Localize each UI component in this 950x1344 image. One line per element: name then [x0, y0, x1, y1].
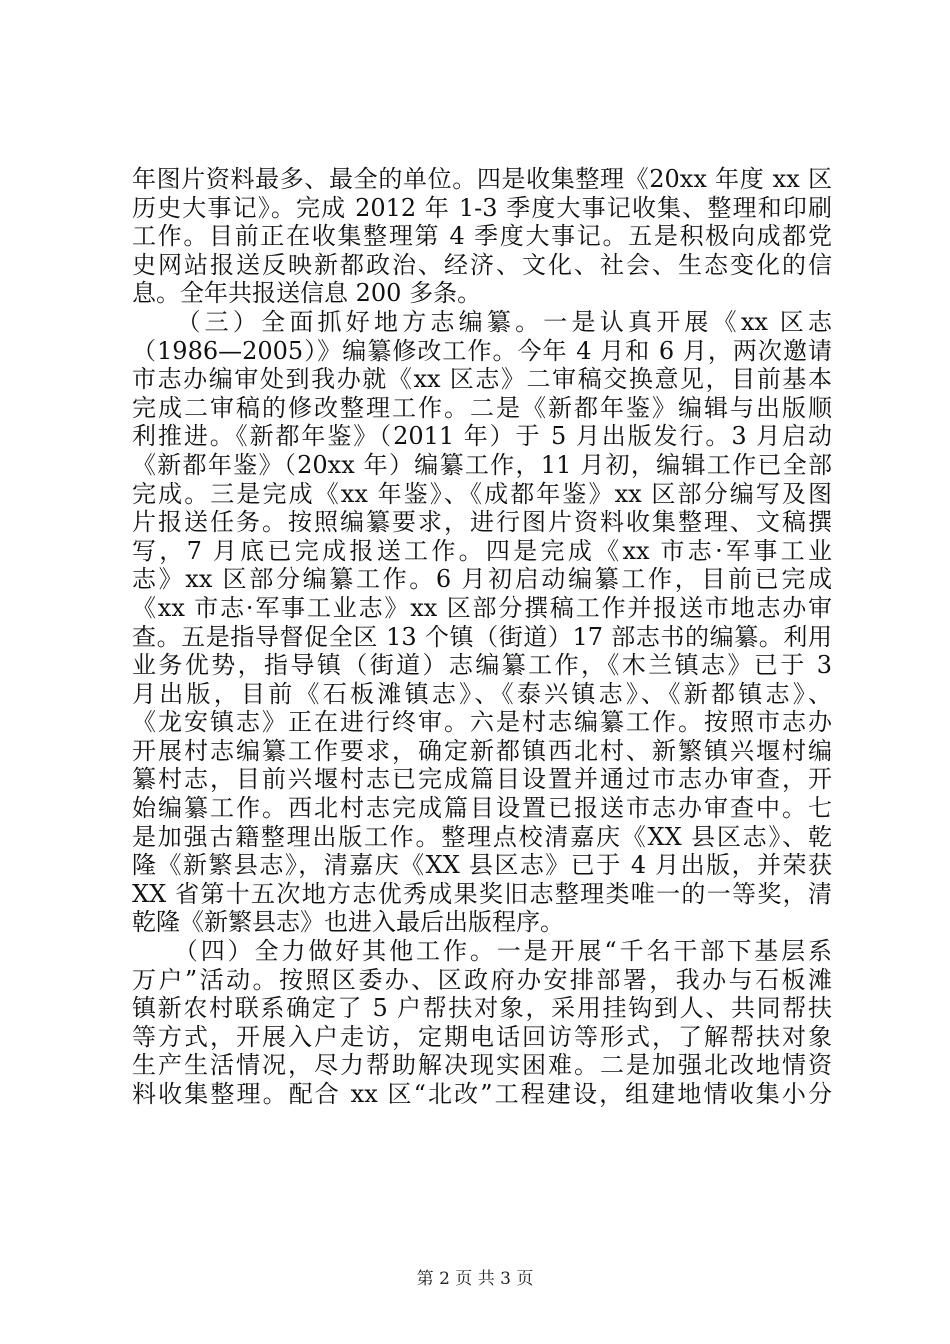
text-line: 年图片资料最多、最全的单位。四是收集整理《20xx 年度 xx 区 — [132, 165, 832, 193]
text-line: （四）全力做好其他工作。一是开展“千名干部下基层系 — [132, 937, 832, 966]
text-line: 《龙安镇志》正在进行终审。六是村志编纂工作。按照市志办 — [132, 708, 832, 737]
text-line: XX 省第十五次地方志优秀成果奖旧志整理类唯一的一等奖，清 — [132, 879, 832, 908]
text-line: 是加强古籍整理出版工作。整理点校清嘉庆《XX 县区志》、乾 — [132, 822, 832, 851]
text-line: 工作。目前正在收集整理第 4 季度大事记。五是积极向成都党 — [132, 222, 832, 251]
text-line: 完成。三是完成《xx 年鉴》、《成都年鉴》xx 区部分编写及图 — [132, 479, 832, 508]
page-footer: 第 2 页 共 3 页 — [416, 1269, 534, 1289]
text-line: 始编纂工作。西北村志完成篇目设置已报送市志办审查中。七 — [132, 794, 832, 823]
text-line: 《新都年鉴》（20xx 年）编纂工作，11 月初，编辑工作已全部 — [132, 450, 832, 479]
text-line: 料收集整理。配合 xx 区“北改”工程建设，组建地情收集小分 — [132, 1080, 832, 1108]
text-line: 完成二审稿的修改整理工作。二是《新都年鉴》编辑与出版顺 — [132, 393, 832, 422]
text-line: 乾隆《新繁县志》也进入最后出版程序。 — [132, 908, 564, 937]
text-line: 利推进。《新都年鉴》（2011 年）于 5 月出版发行。3 月启动 — [132, 422, 832, 451]
text-line: （三）全面抓好地方志编纂。一是认真开展《xx 区志 — [132, 307, 832, 336]
text-line: 史网站报送反映新都政治、经济、文化、社会、生态变化的信 — [132, 250, 832, 279]
text-line: （1986—2005）》编纂修改工作。今年 4 月和 6 月，两次邀请 — [132, 336, 832, 365]
text-line: 纂村志，目前兴堰村志已完成篇目设置并通过市志办审查，开 — [132, 765, 832, 794]
text-line: 镇新农村联系确定了 5 户帮扶对象，采用挂钩到人、共同帮扶 — [132, 994, 832, 1023]
text-line: 历史大事记》。完成 2012 年 1-3 季度大事记收集、整理和印刷 — [132, 193, 832, 222]
text-line: 隆《新繁县志》，清嘉庆《XX 县区志》已于 4 月出版，并荣获 — [132, 851, 832, 880]
text-line: 《xx 市志·军事工业志》xx 区部分撰稿工作并报送市地志办审 — [132, 593, 832, 622]
text-line: 开展村志编纂工作要求，确定新都镇西北村、新繁镇兴堰村编 — [132, 736, 832, 765]
text-line: 市志办编审处到我办就《xx 区志》二审稿交换意见，目前基本 — [132, 365, 832, 394]
text-line: 等方式，开展入户走访，定期电话回访等形式，了解帮扶对象 — [132, 1022, 832, 1051]
text-line: 息。全年共报送信息 200 多条。 — [132, 279, 482, 308]
text-line: 片报送任务。按照编纂要求，进行图片资料收集整理、文稿撰 — [132, 508, 832, 537]
text-line: 写，7 月底已完成报送工作。四是完成《xx 市志·军事工业 — [132, 536, 832, 565]
text-line: 志》xx 区部分编纂工作。6 月初启动编纂工作，目前已完成 — [132, 565, 832, 594]
document-body — [132, 165, 832, 1109]
text-line: 月出版，目前《石板滩镇志》、《泰兴镇志》、《新都镇志》、 — [132, 679, 832, 708]
text-line: 查。五是指导督促全区 13 个镇（街道）17 部志书的编纂。利用 — [132, 622, 832, 651]
text-line: 万户”活动。按照区委办、区政府办安排部署，我办与石板滩 — [132, 965, 832, 994]
text-line: 业务优势，指导镇（街道）志编纂工作，《木兰镇志》已于 3 — [132, 651, 832, 680]
text-line: 生产生活情况，尽力帮助解决现实困难。二是加强北改地情资 — [132, 1051, 832, 1080]
